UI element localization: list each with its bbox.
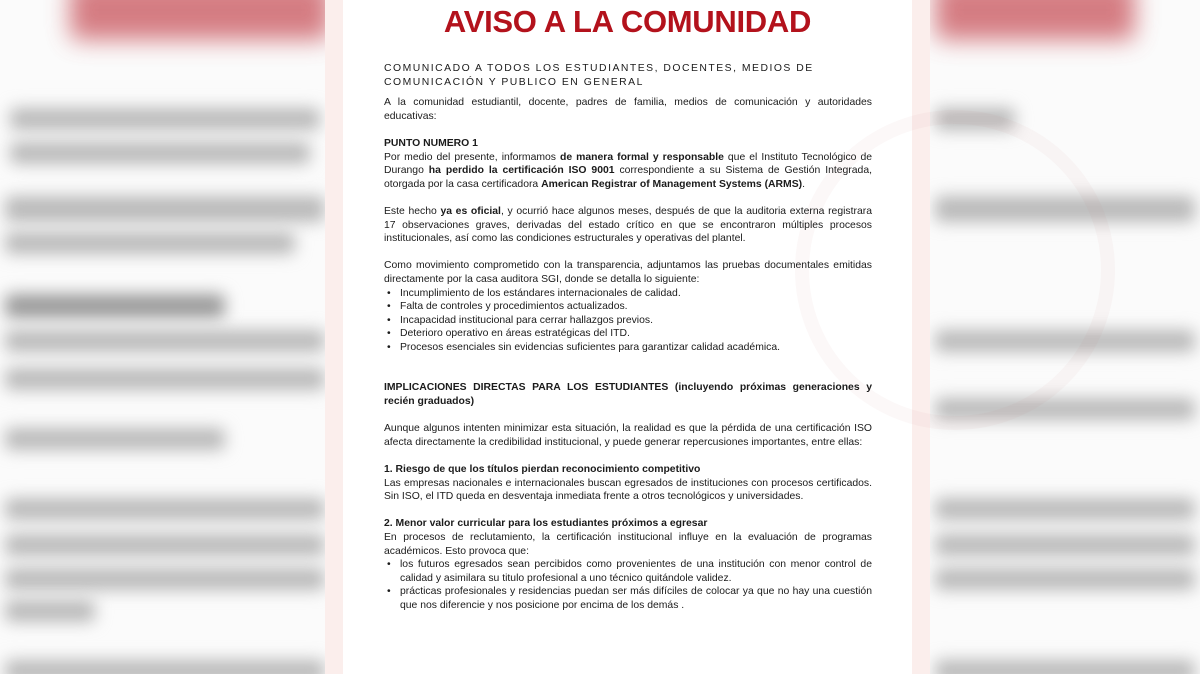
list-item: • Procesos esenciales sin evidencias suficientes para garantizar calidad académica. bbox=[400, 341, 872, 355]
subsection-heading: 2. Menor valor curricular para los estudiantes próximos a egresar bbox=[384, 518, 708, 530]
list-item: • Deterioro operativo en áreas estratégicas del ITD. bbox=[400, 327, 872, 341]
paragraph: En procesos de reclutamiento, la certificación institucional influye en la evaluación de programas académicos. Esto provoca que: bbox=[384, 532, 872, 557]
section-heading: PUNTO NUMERO 1 bbox=[384, 137, 478, 149]
list-item: • Incumplimiento de los estándares internacionales de calidad. bbox=[400, 287, 872, 301]
findings-list bbox=[384, 287, 872, 355]
document-body bbox=[384, 62, 872, 613]
page-title: AVISO A LA COMUNIDAD bbox=[443, 4, 812, 39]
subtitle bbox=[384, 62, 872, 89]
paragraph: Aunque algunos intenten minimizar esta situación, la realidad es que la pérdida de una certificación ISO afecta directamente la credibilidad institucional, y puede generar repercusiones importantes, entre ellas: bbox=[384, 423, 872, 448]
paragraph: Las empresas nacionales e internacionales buscan egresados de instituciones con procesos certificados. Sin ISO, el ITD queda en desventaja inmediata frente a otros tecnológicos y universidades. bbox=[384, 477, 872, 503]
list-item: • Falta de controles y procedimientos actualizados. bbox=[400, 300, 872, 314]
greeting: A la comunidad estudiantil, docente, padres de familia, medios de comunicación y autoridades educativas: bbox=[384, 97, 872, 122]
paragraph: Este hecho ya es oficial, y ocurrió hace algunos meses, después de que la auditoria externa registrara 17 observaciones graves, derivadas del estado crítico en que se encontraron múltiples procesos institucionales, así como las condiciones estructurales y operativas del plantel. bbox=[384, 205, 872, 245]
paragraph: Como movimiento comprometido con la transparencia, adjuntamos las pruebas documentales emitidas directamente por la casa auditora SGI, donde se detalla lo siguiente: bbox=[384, 260, 872, 285]
paragraph: Por medio del presente, informamos de manera formal y responsable que el Instituto Tecnológico de Durango ha perdido la certificación ISO 9001 correspondiente a su Sistema de Gestión Integrada, otorgada por la casa certificadora American Registrar of Management Systems (ARMS). bbox=[384, 151, 872, 190]
consequences-list bbox=[384, 558, 872, 612]
list-item: • prácticas profesionales y residencias puedan ser más difíciles de colocar ya que no hay una cuestión que nos diferencie y nos posicione por encima de los demás . bbox=[400, 585, 872, 612]
notice-document bbox=[325, 0, 930, 674]
subsection-heading: 1. Riesgo de que los títulos pierdan reconocimiento competitivo bbox=[384, 464, 701, 476]
list-item: • los futuros egresados sean percibidos como provenientes de una institución con menor control de calidad y asimilara su titulo profesional a uno técnico quitándole validez. bbox=[400, 558, 872, 585]
list-item: • Incapacidad institucional para cerrar hallazgos previos. bbox=[400, 314, 872, 328]
subtitle-line: COMUNICACIÓN Y PUBLICO EN GENERAL bbox=[384, 76, 644, 88]
section-heading: IMPLICACIONES DIRECTAS PARA LOS ESTUDIANTES (incluyendo próximas generaciones y recién graduados) bbox=[384, 382, 873, 408]
subtitle-line: COMUNICADO A TODOS LOS ESTUDIANTES, DOCENTES, MEDIOS DE bbox=[384, 63, 814, 74]
